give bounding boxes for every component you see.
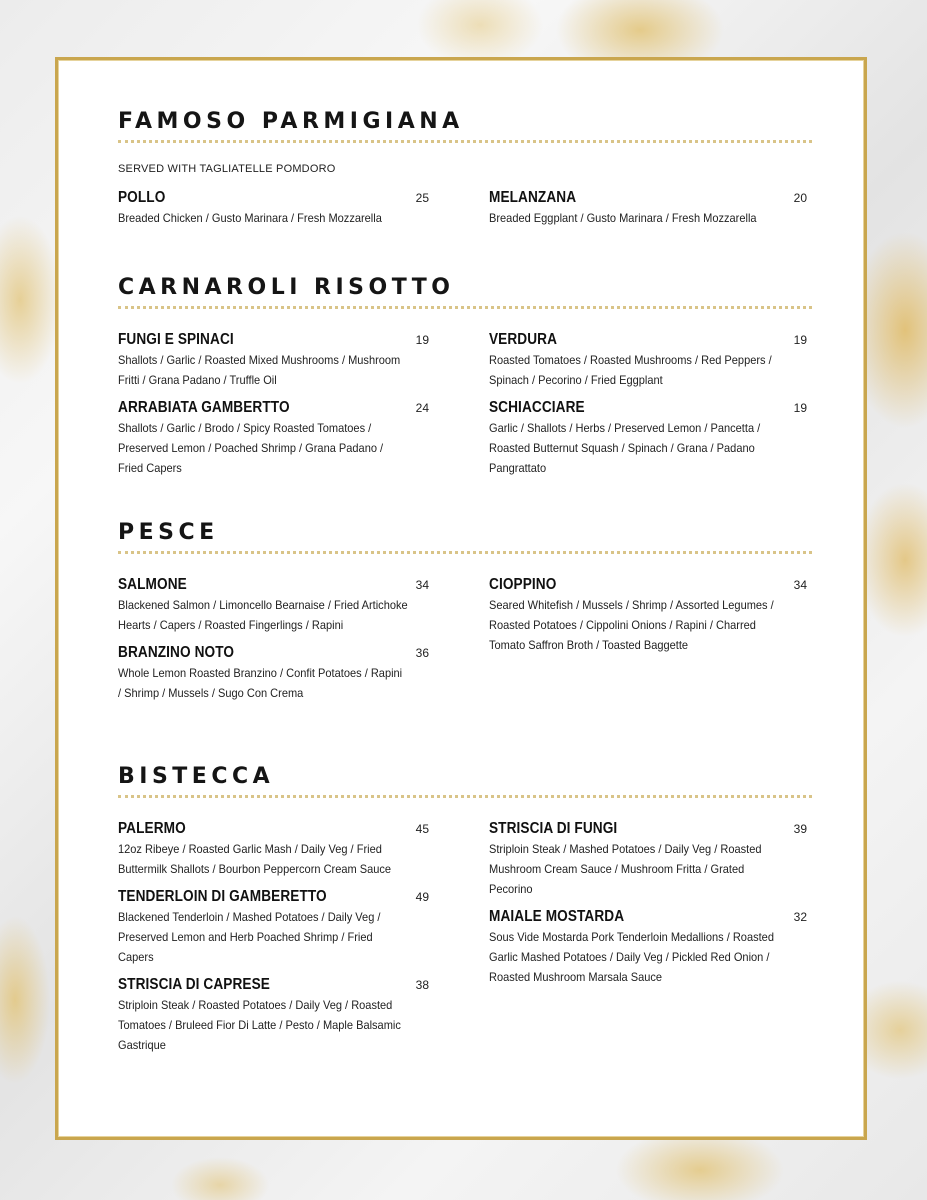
item-price: 32 [793,910,807,924]
menu-item [118,976,429,1055]
item-price: 38 [415,978,429,992]
menu-item [489,331,807,390]
section-famoso-parmigiana [118,109,812,237]
menu-item [118,399,429,478]
item-name: MAIALE MOSTARDA [489,908,625,925]
menu-card [55,57,867,1140]
dotted-divider [118,140,812,143]
left-column [118,820,429,1064]
item-price: 45 [415,822,429,836]
item-name: TENDERLOIN DI GAMBERETTO [118,888,327,905]
item-price: 24 [415,401,429,415]
item-description: Breaded Chicken / Gusto Marinara / Fresh Mozzarella [118,211,382,225]
section-note: SERVED WITH TAGLIATELLE POMDORO [118,163,336,175]
dotted-divider [118,551,812,554]
item-name: POLLO [118,189,166,206]
left-column [118,189,429,237]
menu-item [489,908,807,987]
menu-item [118,189,429,228]
item-description: 12oz Ribeye / Roasted Garlic Mash / Daily Veg / Fried Buttermilk Shallots / Bourbon Peppercorn Cream Sauce [118,842,392,876]
item-price: 25 [415,191,429,205]
section-pesce [118,520,812,712]
item-description: Seared Whitefish / Mussels / Shrimp / Assorted Legumes / Roasted Potatoes / Cippolini Onions / Rapini / Charred Tomato Saffron Broth / Toasted Baggette [489,598,774,652]
item-description: Shallots / Garlic / Roasted Mixed Mushrooms / Mushroom Fritti / Grana Padano / Truffle Oil [118,353,401,387]
item-description: Blackened Salmon / Limoncello Bearnaise / Fried Artichoke Hearts / Capers / Roasted Fingerlings / Rapini [118,598,408,632]
item-name: FUNGI E SPINACI [118,331,234,348]
menu-item [118,820,429,879]
right-column [489,820,807,1064]
item-name: PALERMO [118,820,186,837]
menu-item [489,576,807,655]
menu-item [489,399,807,478]
item-description: Garlic / Shallots / Herbs / Preserved Lemon / Pancetta / Roasted Butternut Squash / Spinach / Grana / Padano Pangrattato [489,421,761,475]
item-description: Whole Lemon Roasted Branzino / Confit Potatoes / Rapini / Shrimp / Mussels / Sugo Con Crema [118,666,403,700]
section-title: BISTECCA [118,764,275,789]
menu-item [118,888,429,967]
item-name: STRISCIA DI CAPRESE [118,976,270,993]
menu-item [489,189,807,228]
item-price: 34 [793,578,807,592]
item-price: 19 [793,401,807,415]
item-price: 49 [415,890,429,904]
section-carnaroli-risotto [118,275,812,487]
item-description: Shallots / Garlic / Brodo / Spicy Roasted Tomatoes / Preserved Lemon / Poached Shrimp / Grana Padano / Fried Capers [118,421,384,475]
item-price: 20 [793,191,807,205]
menu-item [118,576,429,635]
item-name: STRISCIA DI FUNGI [489,820,618,837]
item-name: MELANZANA [489,189,577,206]
section-title: PESCE [118,520,219,545]
item-price: 19 [415,333,429,347]
left-column [118,331,429,487]
menu-item [118,644,429,703]
item-description: Striploin Steak / Roasted Potatoes / Daily Veg / Roasted Tomatoes / Bruleed Fior Di Latte / Pesto / Maple Balsamic Gastrique [118,998,401,1052]
item-name: BRANZINO NOTO [118,644,235,661]
item-name: VERDURA [489,331,558,348]
item-price: 36 [415,646,429,660]
dotted-divider [118,795,812,798]
right-column [489,189,807,237]
item-price: 19 [793,333,807,347]
menu-item [489,820,807,899]
item-description: Striploin Steak / Mashed Potatoes / Daily Veg / Roasted Mushroom Cream Sauce / Mushroom Fritta / Grated Pecorino [489,842,762,896]
section-title: CARNAROLI RISOTTO [118,275,455,300]
menu-item [118,331,429,390]
section-title: FAMOSO PARMIGIANA [118,109,464,134]
item-description: Sous Vide Mostarda Pork Tenderloin Medallions / Roasted Garlic Mashed Potatoes / Daily Veg / Pickled Red Onion / Roasted Mushroom Marsala Sauce [489,930,774,984]
right-column [489,576,807,712]
item-name: SCHIACCIARE [489,399,585,416]
item-price: 39 [793,822,807,836]
section-bistecca [118,764,812,1064]
dotted-divider [118,306,812,309]
item-description: Breaded Eggplant / Gusto Marinara / Fresh Mozzarella [489,211,757,225]
item-name: CIOPPINO [489,576,557,593]
item-description: Blackened Tenderloin / Mashed Potatoes / Daily Veg / Preserved Lemon and Herb Poached Shrimp / Fried Capers [118,910,381,964]
left-column [118,576,429,712]
item-name: SALMONE [118,576,187,593]
item-description: Roasted Tomatoes / Roasted Mushrooms / Red Peppers / Spinach / Pecorino / Fried Eggplant [489,353,772,387]
right-column [489,331,807,487]
item-name: ARRABIATA GAMBERTTO [118,399,290,416]
item-price: 34 [415,578,429,592]
